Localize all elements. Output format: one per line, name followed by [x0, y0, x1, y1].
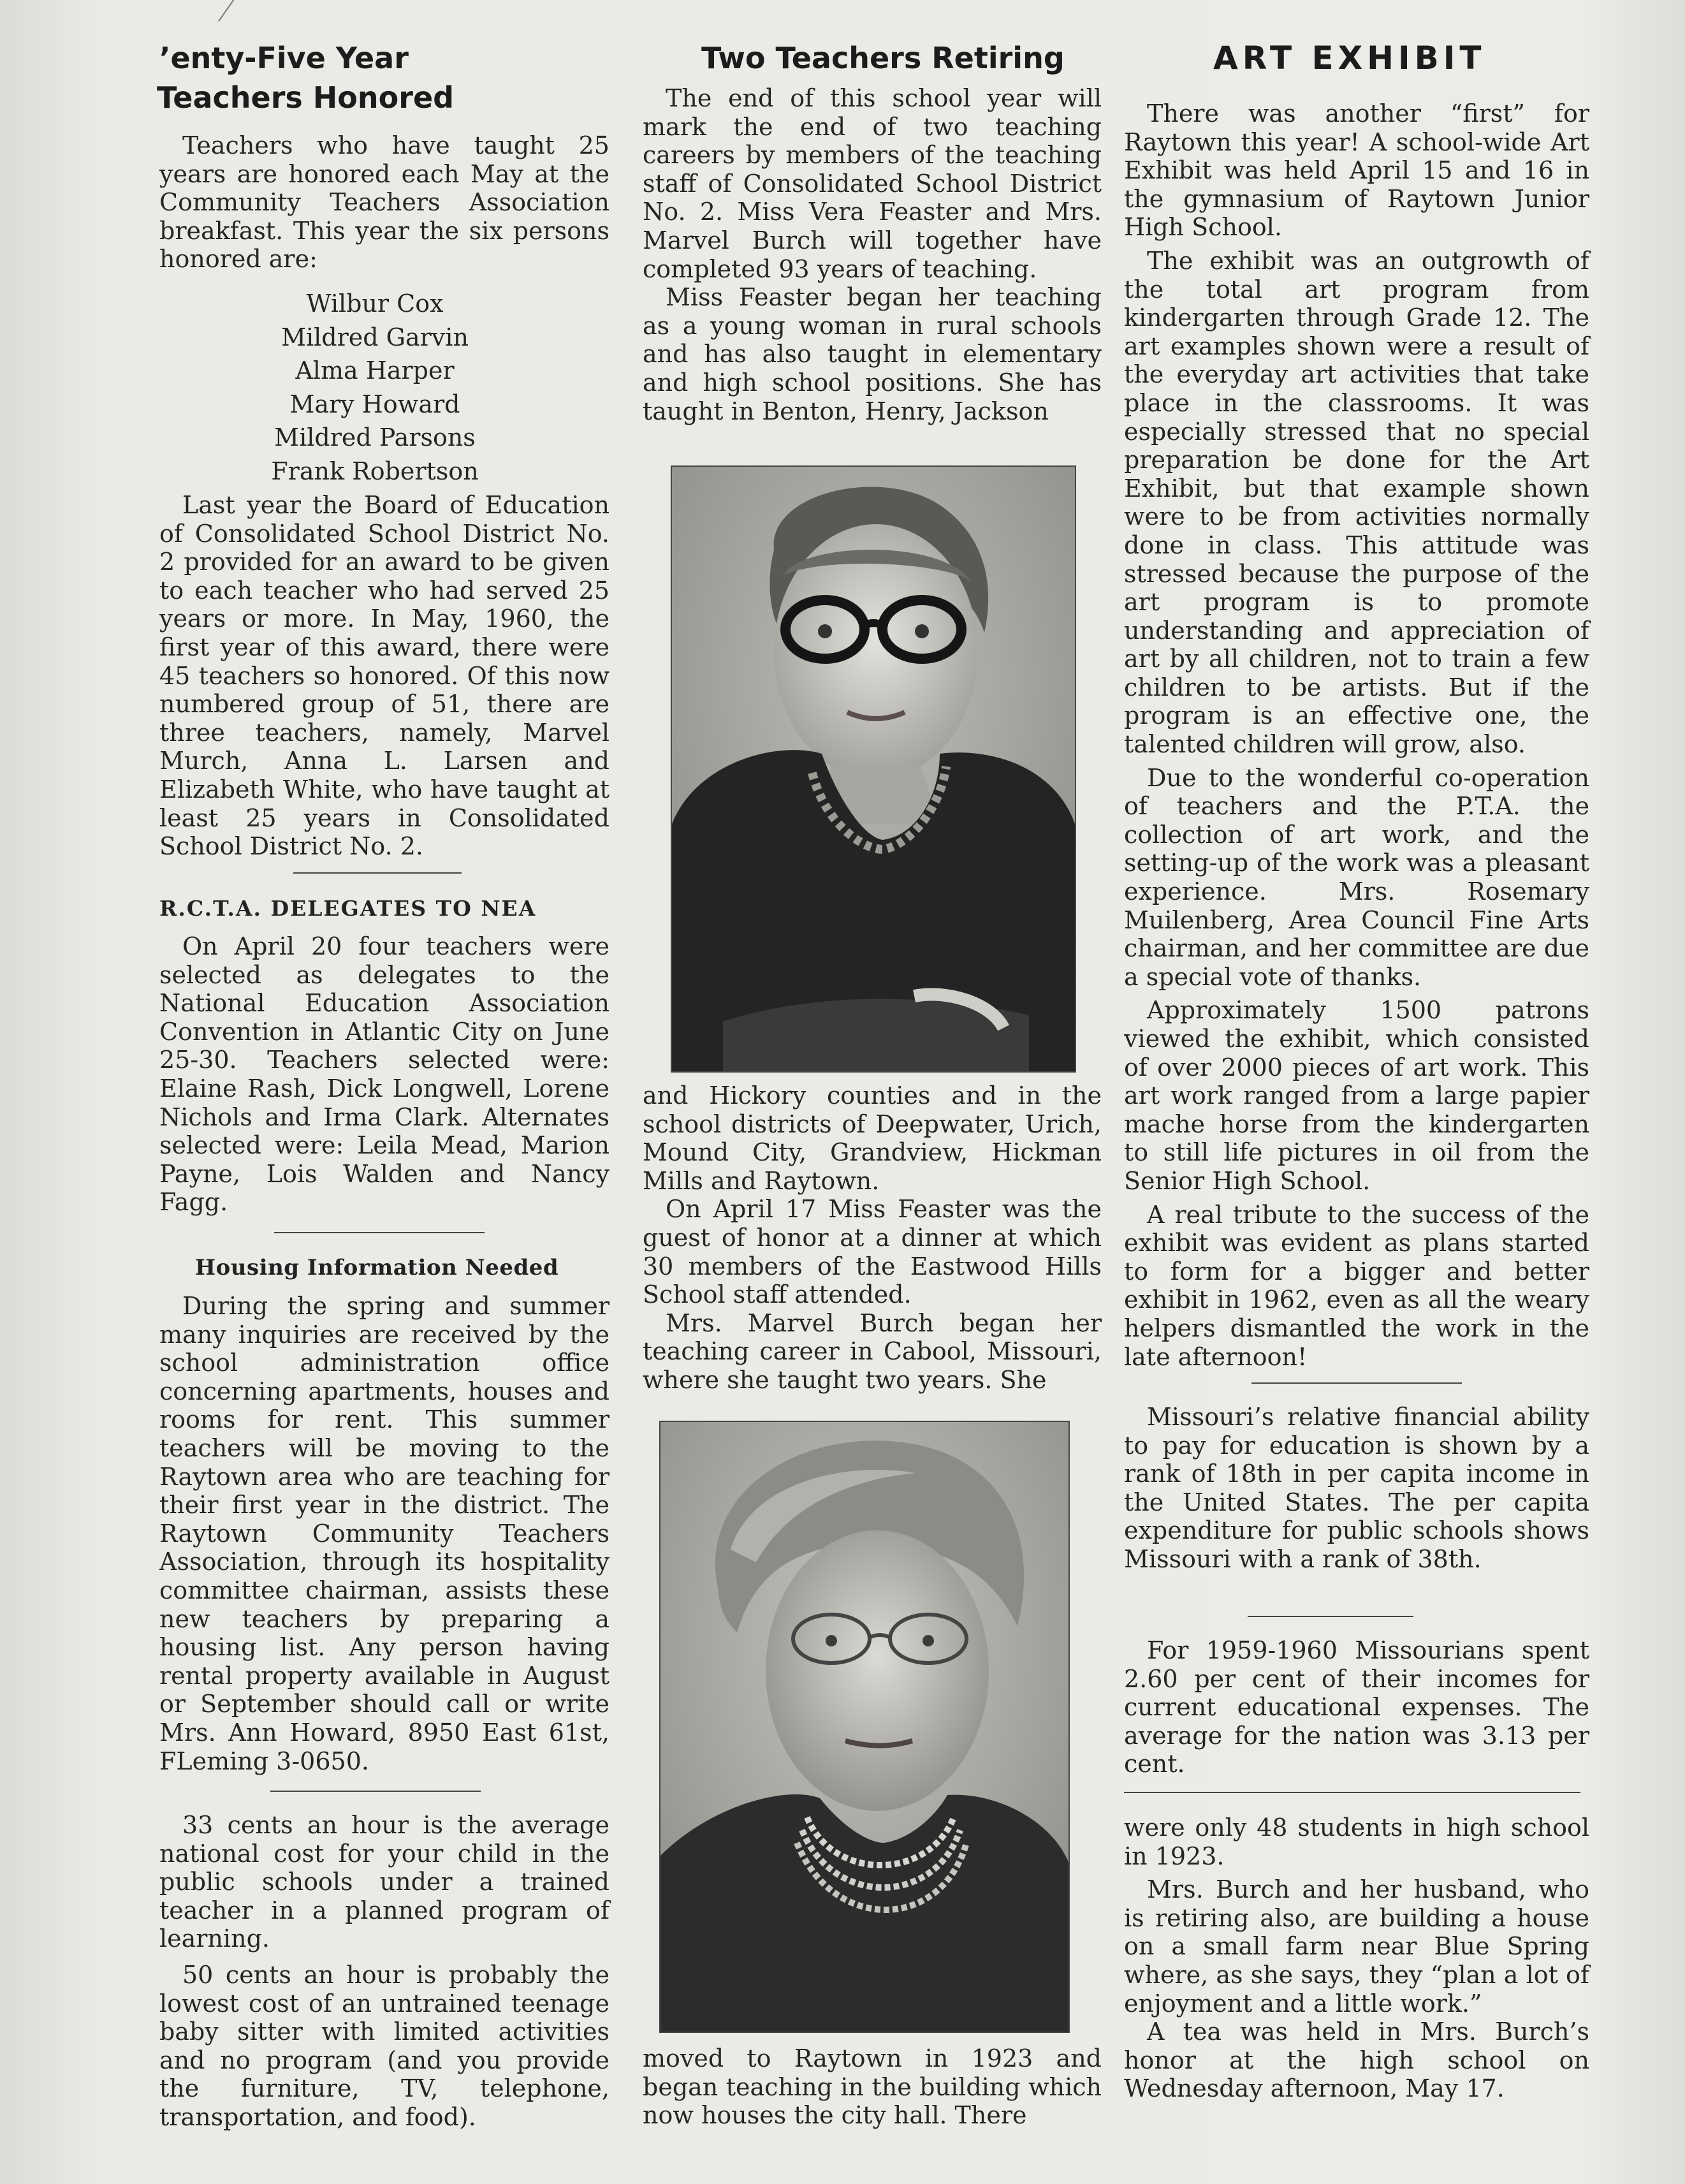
art-paragraph-cooperation: Due to the wonderful co-operation of teachers and the P.T.A. the collection of art work, and the setting-up of the work was a pleasant experience. Mrs. Rosemary Muilenberg, Area Council Fine Arts chairman, and her committee are due a special vote of thanks.	[1124, 763, 1589, 991]
spending-paragraph: For 1959-1960 Missourians spent 2.60 per cent of their incomes for current educational expenses. The average for the nation was 3.13 per cent.	[1124, 1636, 1589, 1778]
award-block	[159, 491, 609, 861]
honored-name: Mary Howard	[289, 390, 460, 418]
burch-paragraph-continued: moved to Raytown in 1923 and began teaching in the building which now houses the city hall. There	[643, 2044, 1102, 2130]
finance-block	[1124, 1403, 1589, 1574]
honored-name: Mildred Garvin	[281, 323, 469, 351]
honored-names-list	[140, 287, 609, 488]
feaster-paragraph-start: Miss Feaster began her teaching as a young woman in rural schools and has also taught in elementary and high school positions. She has taught in Benton, Henry, Jackson	[643, 283, 1102, 425]
art-paragraph-tribute: A real tribute to the success of the exhibit was evident as plans started to form for a bigger and better exhibit in 1962, even as all the weary helpers dismantled the work in the late afternoon!	[1124, 1200, 1589, 1371]
retiring-heading: Two Teachers Retiring	[701, 41, 1065, 75]
divider	[270, 1791, 481, 1792]
cost-block	[159, 1811, 609, 2132]
feaster-dinner-paragraph: On April 17 Miss Feaster was the guest of honor at a dinner at which 30 members of the Eastwood Hills School staff attended.	[643, 1195, 1102, 1309]
burch-paragraph-start: Mrs. Marvel Burch began her teaching career in Cabool, Missouri, where she taught two years. She	[643, 1308, 1102, 1394]
honored-heading-line1: ’enty-Five Year	[159, 41, 409, 75]
art-exhibit-heading: ART EXHIBIT	[1213, 40, 1486, 77]
feaster-block-bottom	[643, 1081, 1102, 1395]
cost-paragraph-teacher: 33 cents an hour is the average national cost for your child in the public schools under a trained teacher in a planned program of learning.	[159, 1811, 609, 1953]
art-paragraph-program: The exhibit was an outgrowth of the total art program from kindergarten through Grade 12. The art examples shown were a result of the everyday art activities that take place in the classrooms. It was especially stressed that no special preparation be done for the Art Exhibit, but that example shown were to be from activities normally done in class. This attitude was stressed because the purpose of the art program is to promote understanding and appreciation of art by all children, not to train a few children to be artists. But if the program is an effective one, the talented children will grow, also.	[1124, 246, 1589, 759]
page-crease	[218, 0, 241, 22]
burch-block-bottom	[643, 2044, 1102, 2130]
retiring-block-top	[643, 84, 1102, 425]
honored-heading	[159, 38, 454, 117]
feaster-portrait-image	[672, 467, 1075, 1071]
cost-paragraph-sitter: 50 cents an hour is probably the lowest cost of an untrained teenage baby sitter with limited activities and no program (and you provide the furniture, TV, telephone, transportation, and food).	[159, 1960, 609, 2131]
delegates-paragraph: On April 20 four teachers were selected as delegates to the National Education Association Convention in Atlantic City on June 25-30. Teachers selected were: Elaine Rash, Dick Longwell, Lorene Nichols and Irma Clark. Alternates selected were: Leila Mead, Marion Payne, Lois Walden and Nancy Fagg.	[159, 932, 609, 1217]
delegates-block	[159, 932, 609, 1217]
honored-heading-line2: Teachers Honored	[157, 80, 455, 115]
divider	[293, 872, 462, 874]
divider	[274, 1232, 485, 1233]
burch-portrait-image	[660, 1422, 1069, 2032]
honored-name: Alma Harper	[295, 356, 455, 385]
burch-continued-block	[1124, 1814, 1589, 2103]
spending-block	[1124, 1636, 1589, 1778]
divider	[1251, 1382, 1462, 1384]
burch-photo	[659, 1421, 1070, 2033]
housing-block	[159, 1292, 609, 1775]
housing-heading: Housing Information Needed	[195, 1255, 559, 1280]
delegates-heading: R.C.T.A. DELEGATES TO NEA	[159, 896, 537, 921]
honored-name: Frank Robertson	[271, 457, 479, 485]
burch-tea-paragraph: A tea was held in Mrs. Burch’s honor at the high school on Wednesday afternoon, May 17.	[1124, 2018, 1589, 2103]
art-paragraph-patrons: Approximately 1500 patrons viewed the exhibit, which consisted of over 2000 pieces of art work. This art work ranged from a large papier mache horse from the kindergarten to still life pictures in oil from the Senior High School.	[1124, 996, 1589, 1195]
honored-intro: Teachers who have taught 25 years are honored each May at the Community Teachers Association breakfast. This year the six persons honored are:	[159, 131, 609, 274]
burch-retiring-paragraph: Mrs. Burch and her husband, who is retiring also, are building a house on a small farm near Blue Spring where, as she says, they “plan a lot of enjoyment and a little work.”	[1124, 1875, 1589, 2018]
retiring-paragraph-intro: The end of this school year will mark the end of two teaching careers by members of the teaching staff of Consolidated School District No. 2. Miss Vera Feaster and Mrs. Marvel Burch will together have completed 93 years of teaching.	[643, 84, 1102, 283]
honored-intro-block	[159, 131, 609, 274]
award-paragraph: Last year the Board of Education of Consolidated School District No. 2 provided for an award to be given to each teacher who had served 25 years or more. In May, 1960, the first year of this award, there were 45 teachers so honored. Of this now numbered group of 51, there are three teachers, namely, Marvel Murch, Anna L. Larsen and Elizabeth White, who have taught at least 25 years in Consolidated School District No. 2.	[159, 491, 609, 861]
art-paragraph-intro: There was another “first” for Raytown this year! A school-wide Art Exhibit was held April 15 and 16 in the gymnasium of Raytown Junior High School.	[1124, 99, 1589, 242]
feaster-paragraph-end: and Hickory counties and in the school districts of Deepwater, Urich, Mound City, Grandview, Hickman Mills and Raytown.	[643, 1081, 1102, 1195]
honored-name: Wilbur Cox	[306, 289, 444, 318]
divider	[1124, 1792, 1580, 1793]
art-exhibit-block	[1124, 99, 1589, 1371]
feaster-photo	[671, 465, 1076, 1073]
divider	[1248, 1616, 1413, 1617]
burch-students-paragraph: were only 48 students in high school in 1923.	[1124, 1814, 1589, 1870]
finance-ability-paragraph: Missouri’s relative financial ability to pay for education is shown by a rank of 18th in per capita income in the United States. The per capita expenditure for public schools shows Missouri with a rank of 38th.	[1124, 1403, 1589, 1573]
housing-paragraph: During the spring and summer many inquiries are received by the school administration office concerning apartments, houses and rooms for rent. This summer teachers will be moving to the Raytown area who are teaching for their first year in the district. The Raytown Community Teachers Association, through its hospitality committee chairman, assists these new teachers by preparing a housing list. Any person having rental property available in August or September should call or write Mrs. Ann Howard, 8950 East 61st, FLeming 3-0650.	[159, 1292, 609, 1775]
honored-name: Mildred Parsons	[274, 423, 476, 452]
